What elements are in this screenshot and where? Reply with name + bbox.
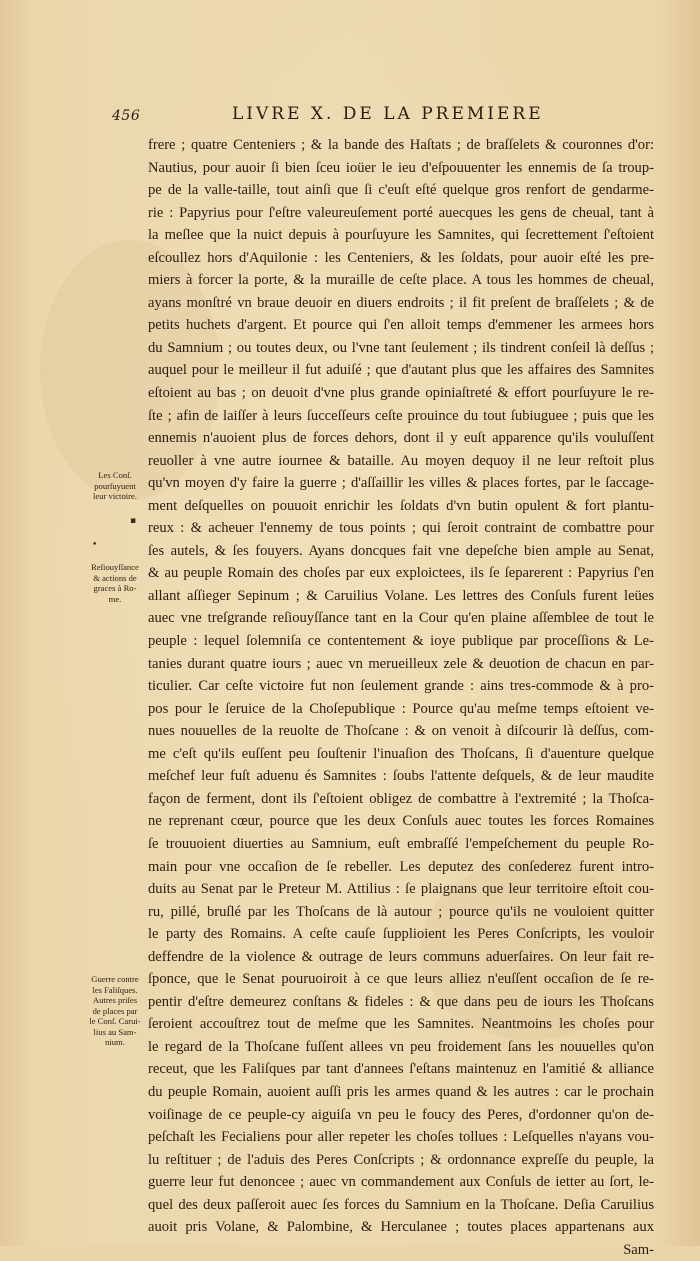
text-line: pos pour le ſeruice de la Choſepublique : Pource qu'au meſme temps eſtoient ve- — [148, 700, 654, 717]
text-line: auec vne treſgrande reſiouyſſance tant en la Cour qu'en plaine aſſemblee de tout le — [148, 610, 654, 627]
margin-dash-mark: ▪ — [130, 516, 137, 526]
text-line: main pour vne occaſion de ſe rebeller. Les deputez des conſederez furent intro- — [148, 858, 654, 875]
text-line: le party des Romains. A ceſte cauſe ſupplioient les Peres Conſcripts, les vouloir — [148, 926, 654, 943]
text-line: deffendre de la violence & outrage de leurs communs aduerſaires. On leur fait re- — [148, 948, 654, 965]
text-line: me c'eſt qu'ils euſſent peu ſouſtenir l'inuaſion des Thoſcans, ſi d'auenture quelque — [148, 745, 654, 762]
text-line: miers à forcer la porte, & la muraille de ceſte place. A tous les hommes de cheual, — [148, 272, 654, 289]
margin-note-line: nium. — [105, 1037, 125, 1047]
text-line: du Samnium ; ou toutes deux, ou l'vne tant ſeulement ; ils tindrent conſeil là deſſus ; — [148, 339, 654, 356]
text-line: eſtoient au bas ; on deuoit d'vne plus grande opiniaſtreté & effort pourſuyure le re- — [148, 385, 654, 402]
margin-note-line: leur victoire. — [93, 491, 137, 501]
text-line: le regard de la Thoſcane fuſſent allees vn peu froidement ſans les nouuelles qu'on — [148, 1038, 654, 1055]
body-text — [148, 134, 654, 1261]
text-line: meſchef leur fuſt aduenu és Samnites : ſoubs l'attente deſquels, & de leur maudite — [148, 768, 654, 785]
text-line: Nautius, pour auoir ſi bien ſceu ioüer le ieu d'eſpouuenter les ennemis de ſa troup- — [148, 159, 654, 176]
text-line: quel des deux paſſeroit auec ſes forces du Samnium en la Thoſcane. Deſia Caruilius — [148, 1196, 654, 1213]
text-line: ſponce, que le Senat pouruoiroit à ce que leurs alliez n'euſſent occaſion de ſe re- — [148, 971, 654, 988]
margin-note-victory — [84, 470, 146, 502]
margin-note-line: les Faliſques. — [92, 984, 138, 995]
margin-note-line: Reſiouyſſance — [91, 562, 139, 572]
margin-dot-mark: • — [92, 540, 98, 550]
text-line: rie : Papyrius pour ſ'eſtre valeureuſement porté auecques les gens de cheual, tant à — [148, 204, 654, 221]
text-line: pentir d'eſtre demeurez conſtans & fideles : & que dans peu de iours les Thoſcans — [148, 993, 654, 1010]
text-line: frere ; quatre Centeniers ; & la bande des Haſtats ; de braſſelets & couronnes d'or: — [148, 137, 654, 153]
margin-note-line: Autres priſes — [92, 995, 138, 1005]
text-line: nues nouuelles de la reuolte de Thoſcane : & on venoit à diſcourir là deſſus, com- — [148, 723, 654, 740]
margin-note-line: le Conſ. Carui- — [89, 1016, 141, 1026]
text-line: pe de la valle-taille, tout ainſi que ſi c'euſt eſté quelque gros renfort de gendarme- — [148, 182, 654, 199]
margin-note-rejoicing — [84, 562, 146, 604]
text-line: du peuple Romain, auoient auſſi pris les armes quand & les autres : car le prochain — [148, 1083, 654, 1100]
margin-note-line: & actions de — [93, 572, 137, 583]
margin-note-line: me. — [108, 593, 122, 604]
text-line: tanies durant quatre iours ; auec vn merueilleux zele & deuotion de chacun en par- — [148, 655, 654, 672]
text-line: peſchaſt les Fecialiens pour aller repeter les choſes tollues : Leſquelles n'ayans vou- — [148, 1129, 654, 1146]
margin-note-line: graces à Ro- — [93, 583, 137, 593]
text-line: ennemis n'auoient plus de forces dehors, dont il y euſt apparence qu'ils vouluſſent — [148, 430, 654, 447]
margin-note-line: Les Conſ. — [98, 470, 132, 480]
text-line: ayans monſtré vn braue deuoir en diuers endroits ; il fit preſent de braſſelets ; & de — [148, 294, 654, 311]
text-line: guerre leur fut denoncee ; auec vn commandement aux Conſuls de ietter au ſort, le- — [148, 1174, 654, 1191]
text-line: façon de ferment, dont ils ſ'eſtoient obligez de combattre à l'extremité ; la Thoſca- — [148, 790, 654, 807]
text-line: reux : & acheuer l'ennemy de tous points ; qui ſeroit contraint de combattre pour — [148, 520, 654, 537]
text-line: petits huchets d'argent. Et pource qui ſ'en alloit temps d'emmener les armees hors — [148, 317, 654, 334]
running-head: LIVRE X. DE LA PREMIERE — [232, 104, 544, 124]
text-line: lu reſtituer ; de l'aduis des Peres Conſcripts ; & ordonnance expreſſe du peuple, la — [148, 1151, 654, 1168]
text-line: ru, pillé, bruſlé par les Thoſcans de là autour ; pource qu'ils ne vouloient quitter — [148, 903, 654, 920]
margin-note-line: pourſuyuent — [94, 480, 136, 491]
margin-note-war-falisques — [84, 974, 146, 1048]
text-line: reuoller à vne autre iournee & bataille. Au moyen dequoy il ne leur reſtoit plus — [148, 452, 654, 469]
text-line: auquel pour le meilleur il fut aduiſé ; que d'autant plus que les affaires des Samnites — [148, 362, 654, 379]
text-line: duits au Senat par le Preteur M. Attilius : ſe plaignans que leur territoire eſtoit cou- — [148, 881, 654, 898]
text-line: auoit pris Volane, & Palombine, & Herculanee ; toutes places appartenans aux — [148, 1219, 654, 1236]
text-line: ticulier. Car ceſte victoire fut non ſeulement grande : ains tres-commode & à pro- — [148, 678, 654, 695]
text-line: ſeroient accouſtrez tout de meſme que les Samnites. Neantmoins les choſes pour — [148, 1016, 654, 1033]
margin-note-line: de places par — [92, 1005, 138, 1016]
margin-note-line: lius au Sam- — [93, 1026, 137, 1037]
text-line: ne reprenant cœur, pource que les deux Conſuls auec toutes les forces Romaines — [148, 813, 654, 830]
text-line: ſes autels, & ſes fouyers. Ayans doncques fait vne depeſche bien ample au Senat, — [148, 542, 654, 559]
text-line: allant aſſieger Sepinum ; & Caruilius Volane. Les lettres des Conſuls furent leües — [148, 587, 654, 604]
text-line: peuple : lequel ſolemniſa ce contentement & ioye publique par proceſſions & Le- — [148, 633, 654, 650]
text-line: ment deſquelles on pouuoit enrichir les ſoldats d'vn butin opulent & fort plantu- — [148, 497, 654, 514]
text-line: la meſlee que la nuict depuis à pourſuyure les Samnites, qui ſecrettement ſ'eſtoient — [148, 227, 654, 244]
text-line: ſe trouuoient diuerties au Samnium, euſt embraſſé l'empeſchement du peuple Ro- — [148, 835, 654, 852]
margin-note-line: Guerre contre — [91, 974, 139, 984]
text-line: receut, que les Faliſques par tant d'annees ſ'eſtans maintenuz en l'amitié & alliance — [148, 1061, 654, 1078]
text-line: Sam- — [623, 1241, 654, 1258]
page-number: 456 — [112, 108, 141, 124]
text-line: eſcoullez hors d'Aquilonie : les Centeniers, & les ſoldats, pour auoir eſté les pre- — [148, 249, 654, 266]
text-line: & au peuple Romain des choſes par eux exploictees, ils ſe ſeparerent : Papyrius ſ'en — [148, 565, 654, 582]
text-line: ſte ; afin de laiſſer à leurs ſucceſſeurs ceſte prouince du tout ſubiuguee ; puis que les — [148, 407, 654, 424]
text-line: voiſinage de ce peuple-cy aiguiſa vn peu le foucy des Peres, d'ordonner qu'on de- — [148, 1106, 654, 1123]
text-line: qu'vn moyen d'y faire la guerre ; d'aſſaillir les villes & places fortes, par le ſaccage- — [148, 475, 654, 492]
